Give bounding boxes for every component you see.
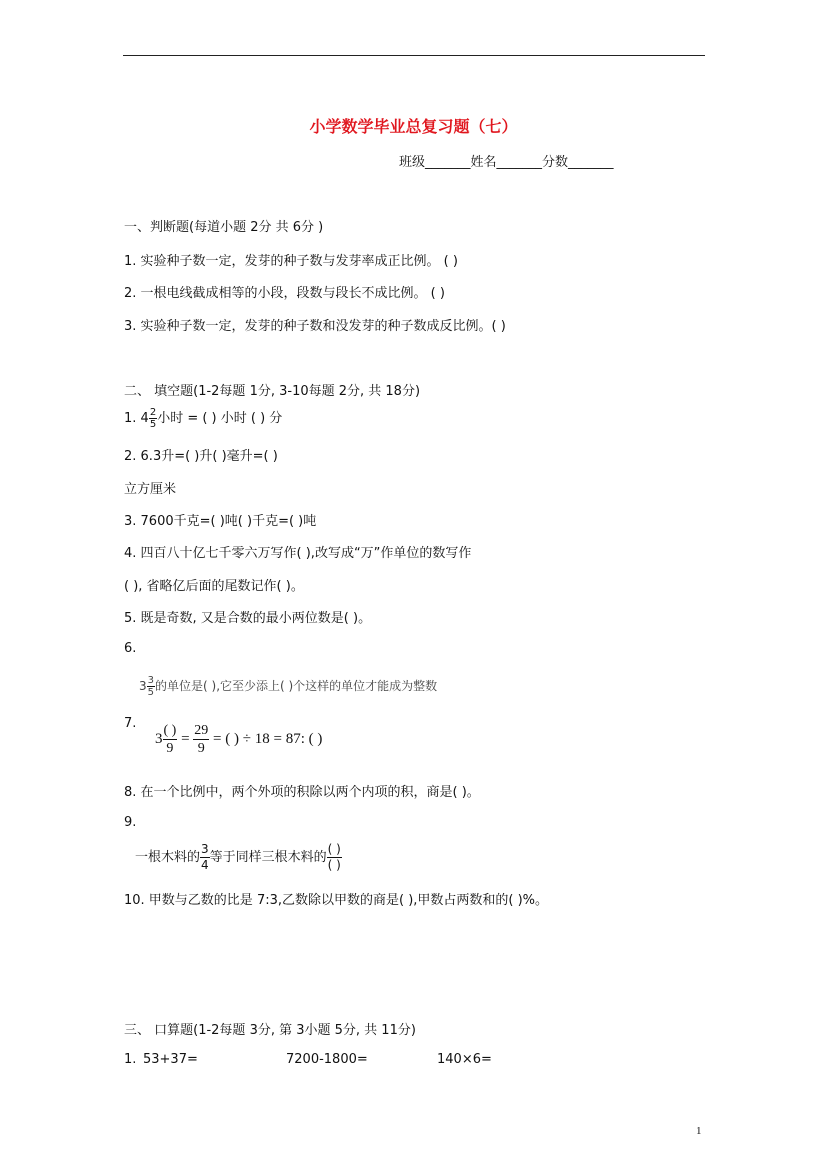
calc-item-1: 53+37= bbox=[143, 1052, 198, 1067]
q9-fraction-2 bbox=[327, 842, 342, 873]
section2-q4-line1: 4. 四百八十亿七千零六万写作( ),改写成“万”作单位的数写作 bbox=[124, 546, 472, 561]
q7-fraction-2-denominator: 9 bbox=[197, 741, 205, 756]
q7-equals: = bbox=[181, 730, 190, 747]
section2-q9-label: 9. bbox=[124, 815, 137, 830]
section1-item-3: 3. 实验种子数一定，发芽的种子数和没发芽的种子数成反比例。( ) bbox=[124, 319, 506, 334]
calc-item-2: 7200-1800= bbox=[286, 1052, 368, 1067]
section2-heading: 二、 填空题(1-2每题 1分, 3-10每题 2分, 共 18分) bbox=[124, 384, 421, 399]
section2-q3: 3. 7600千克=( )吨( )千克=( )吨 bbox=[124, 514, 317, 529]
q9-middle: 等于同样三根木料的 bbox=[209, 850, 327, 865]
section1-item-1: 1. 实验种子数一定，发芽的种子数与发芽率成正比例。 ( ) bbox=[124, 254, 458, 269]
section2-q6-figure bbox=[139, 675, 437, 698]
section1-item-2: 2. 一根电线截成相等的小段，段数与段长不成比例。 ( ) bbox=[124, 286, 445, 301]
q1-fraction-numerator: 2 bbox=[149, 407, 157, 418]
q7-fraction-1 bbox=[163, 722, 178, 757]
section3-q1-label: 1. bbox=[124, 1052, 137, 1067]
q7-whole: 3 bbox=[155, 730, 163, 747]
section2-q2-line2: 立方厘米 bbox=[124, 482, 177, 497]
q6-whole: 3 bbox=[139, 679, 147, 693]
q9-fraction-1 bbox=[200, 842, 210, 873]
calc-item-3: 140×6= bbox=[437, 1052, 492, 1067]
section2-q6-label: 6. bbox=[124, 641, 137, 656]
section3-heading: 三、 口算题(1-2每题 3分, 第 3小题 5分, 共 11分) bbox=[124, 1023, 416, 1038]
q6-text: 的单位是( ),它至少添上( )个这样的单位才能成为整数 bbox=[155, 679, 438, 693]
section2-q8: 8. 在一个比例中，两个外项的积除以两个内项的积，商是( )。 bbox=[124, 785, 480, 800]
section2-q5: 5. 既是奇数, 又是合数的最小两位数是( )。 bbox=[124, 611, 372, 626]
section2-q2-line1: 2. 6.3升=( )升( )毫升=( ) bbox=[124, 449, 278, 464]
q9-fraction-2-numerator: ( ) bbox=[327, 842, 341, 856]
page-title: 小学数学毕业总复习题（七） bbox=[309, 117, 518, 136]
header-rule bbox=[123, 55, 705, 56]
q7-fraction-1-denominator: 9 bbox=[166, 741, 174, 756]
q7-fraction-2-numerator: 29 bbox=[194, 723, 209, 738]
q6-fraction-numerator: 3 bbox=[147, 675, 155, 686]
q9-fraction-1-numerator: 3 bbox=[201, 842, 209, 856]
q6-fraction bbox=[147, 675, 155, 698]
section2-q7-equation bbox=[155, 722, 322, 757]
q1-suffix: 小时 = ( ) 小时 ( ) 分 bbox=[157, 411, 283, 426]
student-info-line: 班级_______姓名_______分数_______ bbox=[399, 155, 614, 170]
q7-rest: = ( ) ÷ 18 = 87: ( ) bbox=[213, 730, 323, 747]
section2-q7-label: 7. bbox=[124, 716, 137, 731]
q9-fraction-1-denominator: 4 bbox=[201, 858, 209, 872]
q1-fraction bbox=[149, 407, 157, 430]
section1-heading: 一、判断题(每道小题 2分 共 6分 ) bbox=[124, 220, 324, 235]
q7-fraction-2 bbox=[193, 722, 209, 757]
q9-prefix: 一根木料的 bbox=[135, 850, 201, 865]
section2-q9-figure bbox=[135, 842, 342, 873]
q1-prefix: 1. 4 bbox=[124, 411, 149, 426]
section2-q1 bbox=[124, 407, 282, 430]
section2-q10: 10. 甲数与乙数的比是 7:3,乙数除以甲数的商是( ),甲数占两数和的( )%。 bbox=[124, 893, 549, 908]
q1-fraction-denominator: 5 bbox=[149, 419, 157, 430]
q7-fraction-1-numerator: ( ) bbox=[163, 723, 177, 738]
q6-fraction-denominator: 5 bbox=[147, 687, 155, 698]
q9-fraction-2-denominator: ( ) bbox=[327, 858, 341, 872]
page-number: 1 bbox=[696, 1125, 702, 1137]
section2-q4-line2: ( ), 省略亿后面的尾数记作( )。 bbox=[124, 579, 304, 594]
